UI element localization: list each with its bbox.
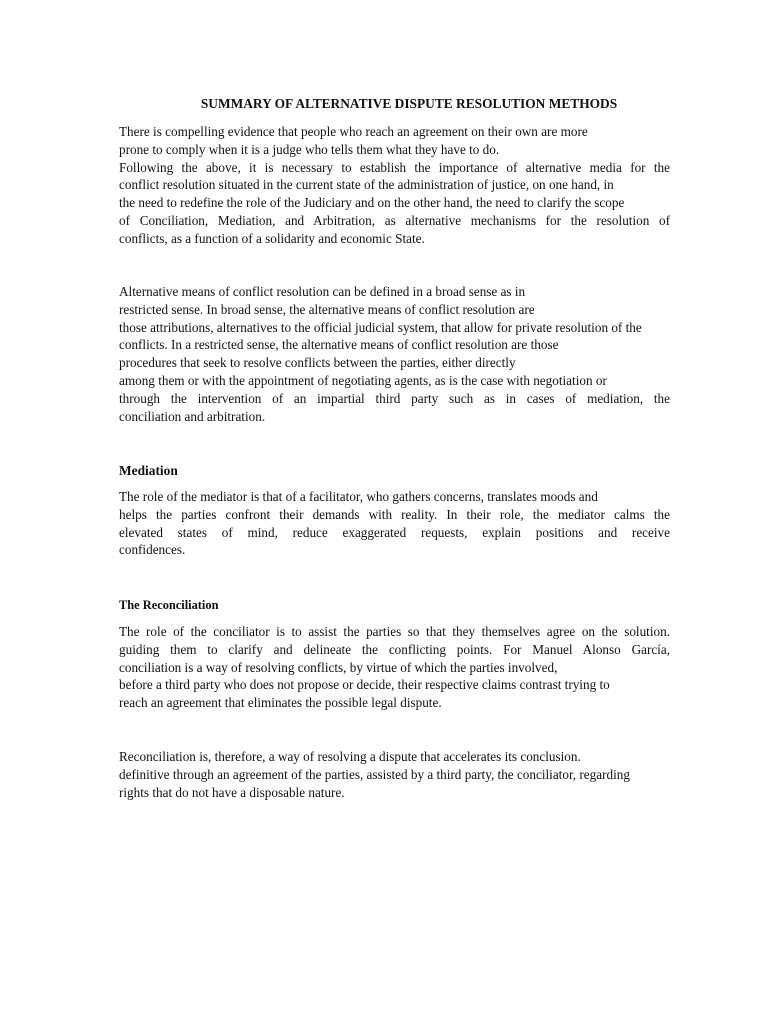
text-line: helps the parties confront their demands with reality. In their role, the mediator calms the (119, 506, 670, 522)
paragraph-reconciliation (119, 623, 670, 712)
text-line: conflicts. In a restricted sense, the alternative means of conflict resolution are those (119, 337, 559, 353)
text-line: the need to redefine the role of the Judiciary and on the other hand, the need to clarify the scope (119, 195, 625, 211)
text-line: The role of the mediator is that of a facilitator, who gathers concerns, translates moods and (119, 489, 598, 504)
text-line: before a third party who does not propose or decide, their respective claims contrast trying to (119, 677, 610, 693)
text-line: guiding them to clarify and delineate the conflicting points. For Manuel Alonso García, (119, 641, 670, 657)
text-line: confidences. (119, 542, 186, 558)
text-line: conciliation is a way of resolving conflicts, by virtue of which the parties involved, (119, 659, 558, 675)
text-line: There is compelling evidence that people who reach an agreement on their own are more (119, 124, 588, 139)
paragraph-definition (119, 283, 670, 425)
text-line: definitive through an agreement of the parties, assisted by a third party, the conciliator, regarding (119, 766, 630, 782)
text-line: prone to comply when it is a judge who tells them what they have to do. (119, 141, 500, 157)
text-line: rights that do not have a disposable nature. (119, 784, 345, 800)
text-line: conflicts, as a function of a solidarity and economic State. (119, 230, 425, 246)
text-line: The role of the conciliator is to assist the parties so that they themselves agree on the solution. (119, 624, 670, 639)
section-heading-mediation: Mediation (119, 463, 178, 478)
text-line: through the intervention of an impartial third party such as in cases of mediation, the (119, 390, 670, 406)
text-line: of Conciliation, Mediation, and Arbitration, as alternative mechanisms for the resolution of (119, 212, 670, 228)
paragraph-conclusion (119, 748, 670, 801)
paragraph-mediation (119, 488, 670, 559)
text-line: elevated states of mind, reduce exaggerated requests, explain positions and receive (119, 524, 670, 540)
text-line: Reconciliation is, therefore, a way of resolving a dispute that accelerates its conclusion. (119, 749, 581, 764)
text-line: conflict resolution situated in the current state of the administration of justice, on one hand, in (119, 177, 614, 193)
text-line: those attributions, alternatives to the official judicial system, that allow for private resolution of the (119, 319, 642, 335)
document-title: SUMMARY OF ALTERNATIVE DISPUTE RESOLUTION METHODS (200, 96, 618, 111)
text-line: Following the above, it is necessary to establish the importance of alternative media for the (119, 159, 670, 175)
text-line: among them or with the appointment of negotiating agents, as is the case with negotiation or (119, 372, 607, 388)
text-line: conciliation and arbitration. (119, 408, 266, 424)
paragraph-intro (119, 123, 670, 248)
text-line: procedures that seek to resolve conflicts between the parties, either directly (119, 355, 516, 371)
text-line: Alternative means of conflict resolution can be defined in a broad sense as in (119, 284, 526, 299)
text-line: reach an agreement that eliminates the possible legal dispute. (119, 695, 442, 711)
section-heading-reconciliation: The Reconciliation (119, 598, 219, 612)
text-line: restricted sense. In broad sense, the alternative means of conflict resolution are (119, 301, 535, 317)
